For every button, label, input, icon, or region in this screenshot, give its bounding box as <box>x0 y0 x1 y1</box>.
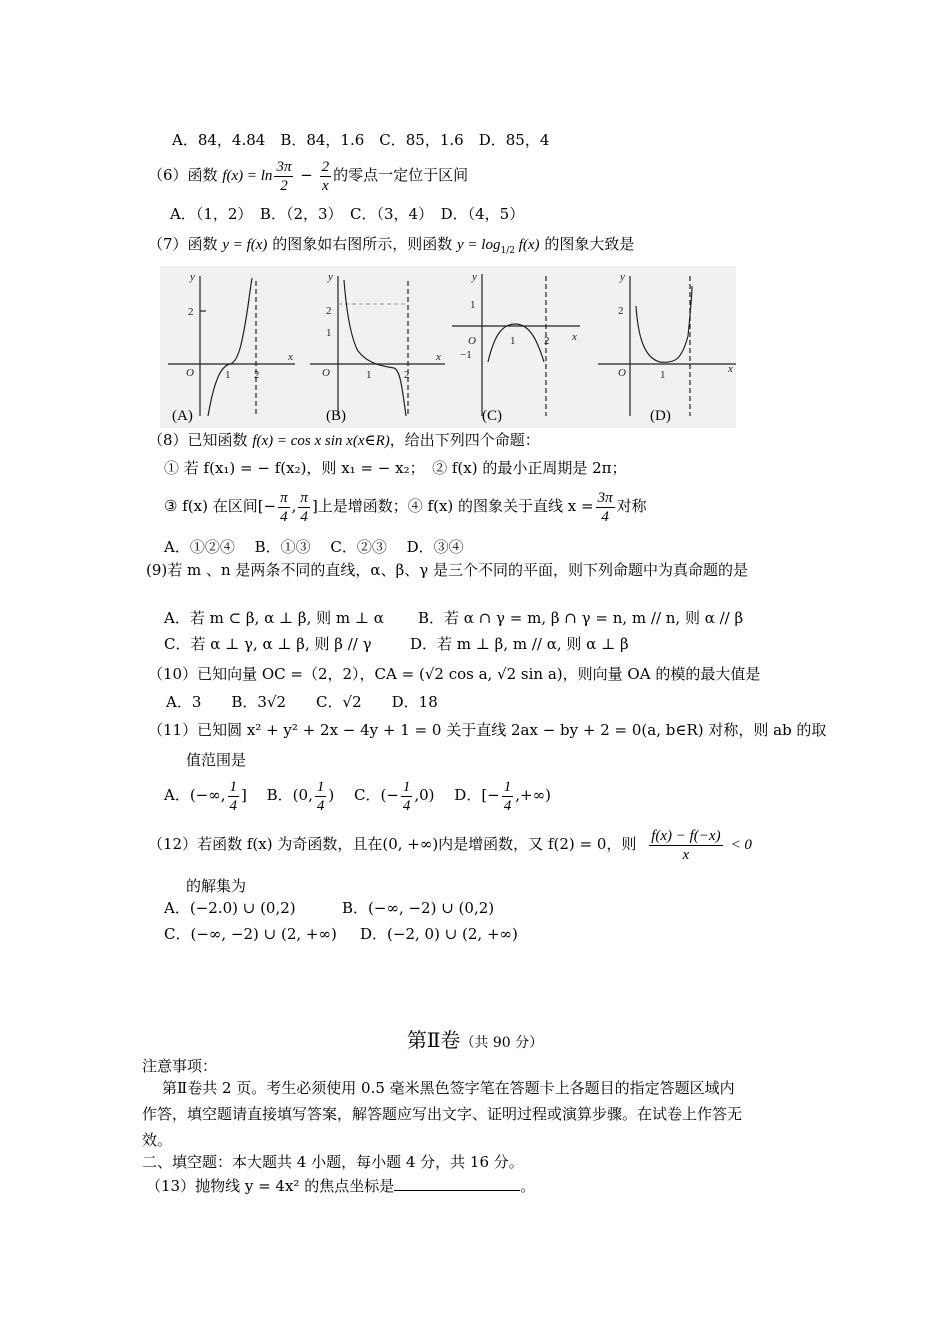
q11-opt-d-den: 4 <box>503 797 512 814</box>
q11-opt-b-num: 1 <box>316 778 325 795</box>
svg-text:O: O <box>618 367 626 379</box>
q8-stem <box>148 430 540 451</box>
q8-p3-frac1-den: 4 <box>280 508 288 525</box>
q8-p4-num: 3π <box>597 489 613 506</box>
q7-log-base: 1/2 <box>500 246 515 256</box>
q8-formula: f(x) = cos x sin x(x∈R) <box>252 433 390 449</box>
svg-text:2: 2 <box>404 369 410 381</box>
q8-p4-suffix: 对称 <box>616 497 647 515</box>
q9-option-b: B．若 α ∩ γ = m, β ∩ γ = n, m // n, 则 α // β <box>418 609 744 627</box>
q12-stem-cont: 的解集为 <box>186 877 247 895</box>
q6-options: A．（1，2） B．（2，3） C．（3，4） D．（4，5） <box>170 205 525 223</box>
q6-frac2-den: x <box>321 177 329 194</box>
svg-text:1: 1 <box>225 369 231 381</box>
q8-prefix: （8）已知函数 <box>148 431 248 449</box>
section2-title <box>0 1024 950 1053</box>
svg-text:1: 1 <box>660 369 666 381</box>
q6-frac1-num: 3π <box>276 158 292 175</box>
q6-stem <box>148 156 468 195</box>
svg-text:O: O <box>322 367 330 379</box>
q12-option-c: C．(−∞, −2) ∪ (2, +∞) <box>164 925 337 943</box>
q12-suffix: < 0 <box>730 837 752 853</box>
q13-end: 。 <box>520 1177 536 1195</box>
svg-text:y: y <box>190 271 195 283</box>
q9-option-d: D．若 m ⊥ β, m // α, 则 α ⊥ β <box>410 635 629 653</box>
q8-p3-frac1-num: π <box>280 489 288 506</box>
q8-p3-prefix: ③ f(x) 在区间[− <box>164 497 277 515</box>
q10-options: A．3 B．3√2 C．√2 D．18 <box>166 693 438 711</box>
q5-options: A．84，4.84 B．84，1.6 C．85，1.6 D．85，4 <box>172 131 550 149</box>
q7-suffix: 的图象大致是 <box>544 235 635 253</box>
svg-text:y: y <box>328 271 333 283</box>
q8-props-34 <box>164 487 647 526</box>
q13 <box>146 1176 535 1196</box>
q12-stem <box>148 824 752 865</box>
q8-p3-frac2-den: 4 <box>300 508 308 525</box>
svg-text:1: 1 <box>510 335 516 347</box>
svg-text:x: x <box>288 351 293 363</box>
svg-text:y: y <box>620 271 625 283</box>
svg-text:O: O <box>468 335 476 347</box>
q11-opt-c-den: 4 <box>402 797 411 814</box>
graph-d <box>598 271 736 416</box>
q11-opt-a: A．(−∞, <box>164 786 226 804</box>
q9-option-a: A．若 m ⊂ β, α ⊥ β, 则 m ⊥ α <box>164 609 384 627</box>
q11-opt-b: ] B．(0, <box>241 786 313 804</box>
section2-title-small: （共 90 分） <box>460 1035 544 1051</box>
q12-option-a: A．(−2.0) ∪ (0,2) <box>164 899 296 917</box>
svg-text:2: 2 <box>618 305 624 317</box>
svg-text:x: x <box>436 351 441 363</box>
q12-option-b: B．(−∞, −2) ∪ (0,2) <box>342 899 495 917</box>
q7-formula2: y = log <box>457 237 501 253</box>
graph-c <box>452 271 580 416</box>
q7-stem <box>148 234 634 261</box>
svg-text:y: y <box>472 271 477 283</box>
q8-p3-suffix: ]上是增函数；④ f(x) 的图象关于直线 x = <box>311 497 594 515</box>
svg-text:1: 1 <box>326 327 332 339</box>
q11-opt-a-den: 4 <box>229 797 238 814</box>
q6-prefix: （6）函数 <box>148 166 218 184</box>
q11-opt-d-num: 1 <box>503 778 512 795</box>
q6-frac2-num: 2 <box>321 158 330 175</box>
q7-formula2b: f(x) <box>514 237 540 253</box>
q13-answer-blank[interactable] <box>394 1176 520 1191</box>
q13-text: （13）抛物线 y = 4x² 的焦点坐标是 <box>146 1177 395 1195</box>
fill-heading: 二、填空题：本大题共 4 小题，每小题 4 分，共 16 分。 <box>142 1153 524 1171</box>
q9-stem: (9)若 m 、n 是两条不同的直线，α、β、γ 是三个不同的平面，则下列命题中为真命题的是 <box>146 561 748 579</box>
q6-minus: − <box>295 166 318 184</box>
q11-opt-b-den: 4 <box>316 797 325 814</box>
svg-text:2: 2 <box>254 369 260 381</box>
q7-formula1: y = f(x) <box>222 237 268 253</box>
section2-title-main: 第Ⅱ卷 <box>406 1028 461 1052</box>
q11-opt-c-num: 1 <box>402 778 411 795</box>
svg-text:2: 2 <box>326 305 332 317</box>
q6-frac1 <box>274 158 293 195</box>
svg-text:2: 2 <box>544 335 550 347</box>
q9-option-c: C．若 α ⊥ γ, α ⊥ β, 则 β // γ <box>164 635 372 653</box>
caption-d: (D) <box>650 408 671 424</box>
svg-text:1: 1 <box>366 369 372 381</box>
notice-line1: 第Ⅱ卷共 2 页。考生必须使用 0.5 毫米黑色签字笔在答题卡上各题目的指定答题区域内 <box>162 1079 735 1097</box>
q11-opt-c: ) C．(− <box>328 786 399 804</box>
svg-text:1: 1 <box>470 299 476 311</box>
q8-suffix: ，给出下列四个命题： <box>389 431 540 449</box>
q7-mid: 的图象如右图所示，则函数 <box>272 235 453 253</box>
q11-opt-d: ,0) D．[− <box>414 786 500 804</box>
notice-line3: 效。 <box>142 1131 173 1149</box>
q8-p3-frac2-num: π <box>300 489 308 506</box>
q6-formula: f(x) = ln <box>222 168 273 184</box>
q11-stem-cont: 值范围是 <box>186 751 247 769</box>
caption-c: (C) <box>482 408 502 424</box>
q12-prefix: （12）若函数 f(x) 为奇函数，且在(0, +∞)内是增函数，又 f(2) = 0，则 <box>148 835 637 853</box>
notice-heading: 注意事项： <box>142 1057 218 1075</box>
svg-text:x: x <box>728 363 733 375</box>
q11-opt-a-num: 1 <box>229 778 238 795</box>
svg-text:−1: −1 <box>460 349 472 361</box>
svg-text:2: 2 <box>188 306 194 318</box>
q7-prefix: （7）函数 <box>148 235 218 253</box>
caption-a: (A) <box>172 408 193 424</box>
svg-text:x: x <box>572 331 577 343</box>
q8-options: A．①②④ B．①③ C．②③ D．③④ <box>164 538 464 556</box>
graph-b <box>310 271 445 416</box>
q7-graph-panel <box>160 266 736 428</box>
q6-frac2 <box>320 158 332 195</box>
q12-frac-den: x <box>682 846 690 863</box>
caption-b: (B) <box>326 408 346 424</box>
svg-text:O: O <box>186 367 194 379</box>
q11-stem: （11）已知圆 x² + y² + 2x − 4y + 1 = 0 关于直线 2ax − by + 2 = 0(a, b∈R) 对称，则 ab 的取 <box>148 721 827 739</box>
q12-frac-num: f(x) − f(−x) <box>651 827 721 844</box>
q10-stem: （10）已知向量 OC =（2，2），CA = (√2 cos a, √2 sin a)，则向量 OA 的模的最大值是 <box>148 665 761 683</box>
q11-opt-d-end: ,+∞) <box>515 786 551 804</box>
q7-graphs-svg <box>160 266 736 428</box>
q6-suffix: 的零点一定位于区间 <box>333 166 469 184</box>
q8-props-12: ① 若 f(x₁) = − f(x₂)，则 x₁ = − x₂； ② f(x) 的最小正周期是 2π； <box>164 459 627 477</box>
q8-p3-comma: , <box>291 497 297 515</box>
notice-line2: 作答，填空题请直接填写答案，解答题应写出文字、证明过程或演算步骤。在试卷上作答无 <box>142 1105 743 1123</box>
q12-option-d: D．(−2, 0) ∪ (2, +∞) <box>360 925 518 943</box>
graph-a <box>168 271 295 416</box>
q11-options <box>164 776 551 815</box>
q8-p4-den: 4 <box>601 508 609 525</box>
q6-frac1-den: 2 <box>280 177 288 194</box>
